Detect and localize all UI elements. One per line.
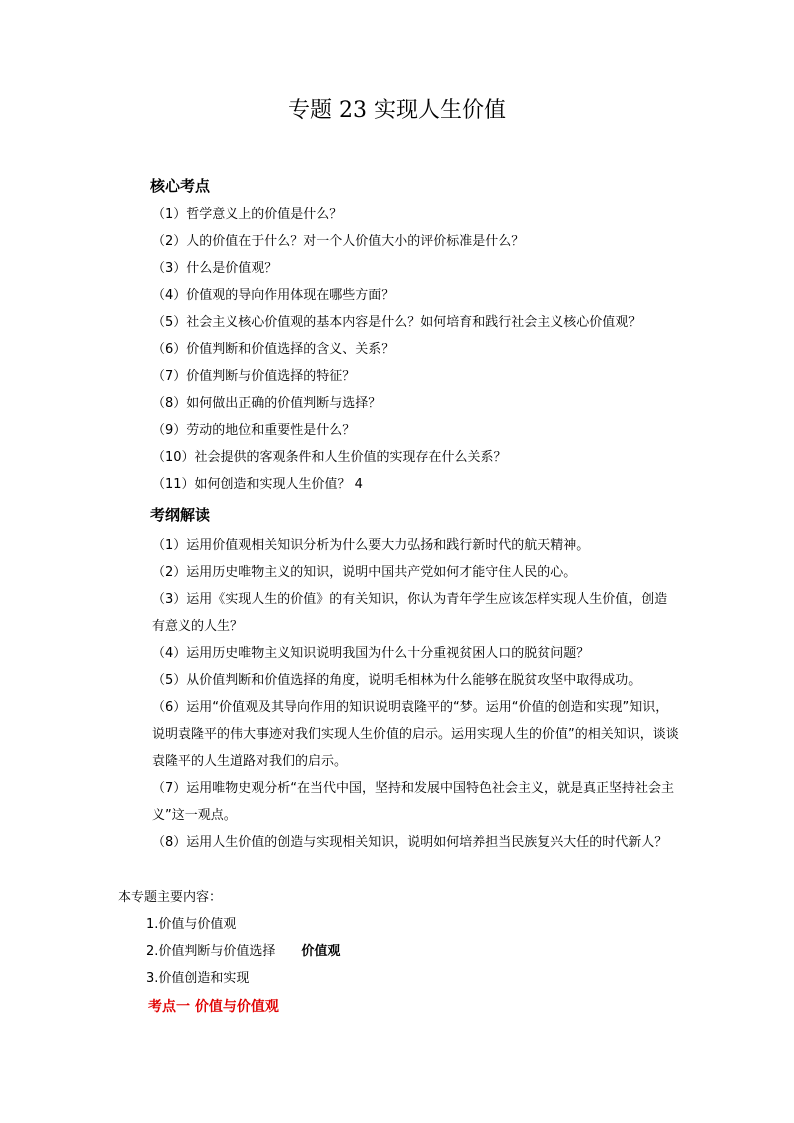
core-item: （7）价值判断与价值选择的特征？ bbox=[152, 369, 356, 384]
section-heading-red: 考点一 价值与价值观 bbox=[148, 999, 279, 1015]
outline-item-text: （6）运用“价值观及其导向作用的知识说明袁隆平的“梦。运用“价值的创造和实现”知识，说明袁隆平的伟大事迹对我们实现人生价值的启示。运用实现人生的价值”的相关知识，谈谈袁隆平的人生道路对我们的启示。 bbox=[152, 700, 679, 769]
outline-item-text: （3）运用《实现人生的价值》的有关知识，你认为青年学生应该怎样实现人生价值，创造有意义的人生？ bbox=[152, 592, 668, 634]
outline-item-text: （7）运用唯物史观分析“在当代中国，坚持和发展中国特色社会主义，就是真正坚持社会主义”这一观点。 bbox=[152, 781, 675, 823]
outline-item bbox=[118, 559, 680, 586]
main-content-item: 3.价值创造和实现 bbox=[146, 971, 250, 986]
core-item: （6）价值判断和价值选择的含义、关系？ bbox=[152, 342, 395, 357]
core-item: （11）如何创造和实现人生价值？ 4 bbox=[152, 477, 363, 492]
main-content-label: 本专题主要内容： bbox=[118, 890, 223, 905]
core-item: （5）社会主义核心价值观的基本内容是什么？如何培育和践行社会主义核心价值观？ bbox=[152, 315, 642, 330]
outline-item-text: （2）运用历史唯物主义的知识，说明中国共产党如何才能守住人民的心。 bbox=[152, 565, 577, 580]
outline-item bbox=[118, 667, 680, 694]
outline-item-text: （1）运用价值观相关知识分析为什么要大力弘扬和践行新时代的航天精神。 bbox=[152, 538, 590, 553]
core-item: （3）什么是价值观？ bbox=[152, 261, 278, 276]
outline-heading: 考纲解读 bbox=[150, 506, 211, 524]
core-item: （4）价值观的导向作用体现在哪些方面？ bbox=[152, 288, 395, 303]
core-item: （10）社会提供的客观条件和人生价值的实现存在什么关系？ bbox=[152, 450, 507, 465]
page-title: 专题 23 实现人生价值 bbox=[288, 98, 506, 123]
outline-item bbox=[118, 532, 680, 559]
outline-item-text: （8）运用人生价值的创造与实现相关知识，说明如何培养担当民族复兴大任的时代新人？ bbox=[152, 835, 668, 850]
main-content-item-text: 2.价值判断与价值选择 bbox=[146, 944, 276, 959]
outline-item bbox=[118, 586, 680, 640]
core-item: （2）人的价值在于什么？对一个人价值大小的评价标准是什么？ bbox=[152, 234, 525, 249]
core-item: （1）哲学意义上的价值是什么？ bbox=[152, 207, 343, 222]
main-content-item bbox=[146, 942, 340, 962]
outline-item-text: （5）从价值判断和价值选择的角度，说明毛相林为什么能够在脱贫攻坚中取得成功。 bbox=[152, 673, 642, 688]
core-item: （9）劳动的地位和重要性是什么？ bbox=[152, 423, 356, 438]
core-item: （8）如何做出正确的价值判断与选择？ bbox=[152, 396, 382, 411]
core-heading: 核心考点 bbox=[150, 177, 211, 195]
outline-item bbox=[118, 694, 680, 775]
outline-item bbox=[118, 640, 680, 667]
inline-bold-label: 价值观 bbox=[301, 944, 341, 959]
outline-item bbox=[118, 775, 680, 829]
main-content-item: 1.价值与价值观 bbox=[146, 917, 237, 932]
outline-item bbox=[118, 829, 680, 856]
outline-item-text: （4）运用历史唯物主义知识说明我国为什么十分重视贫困人口的脱贫问题？ bbox=[152, 646, 590, 661]
